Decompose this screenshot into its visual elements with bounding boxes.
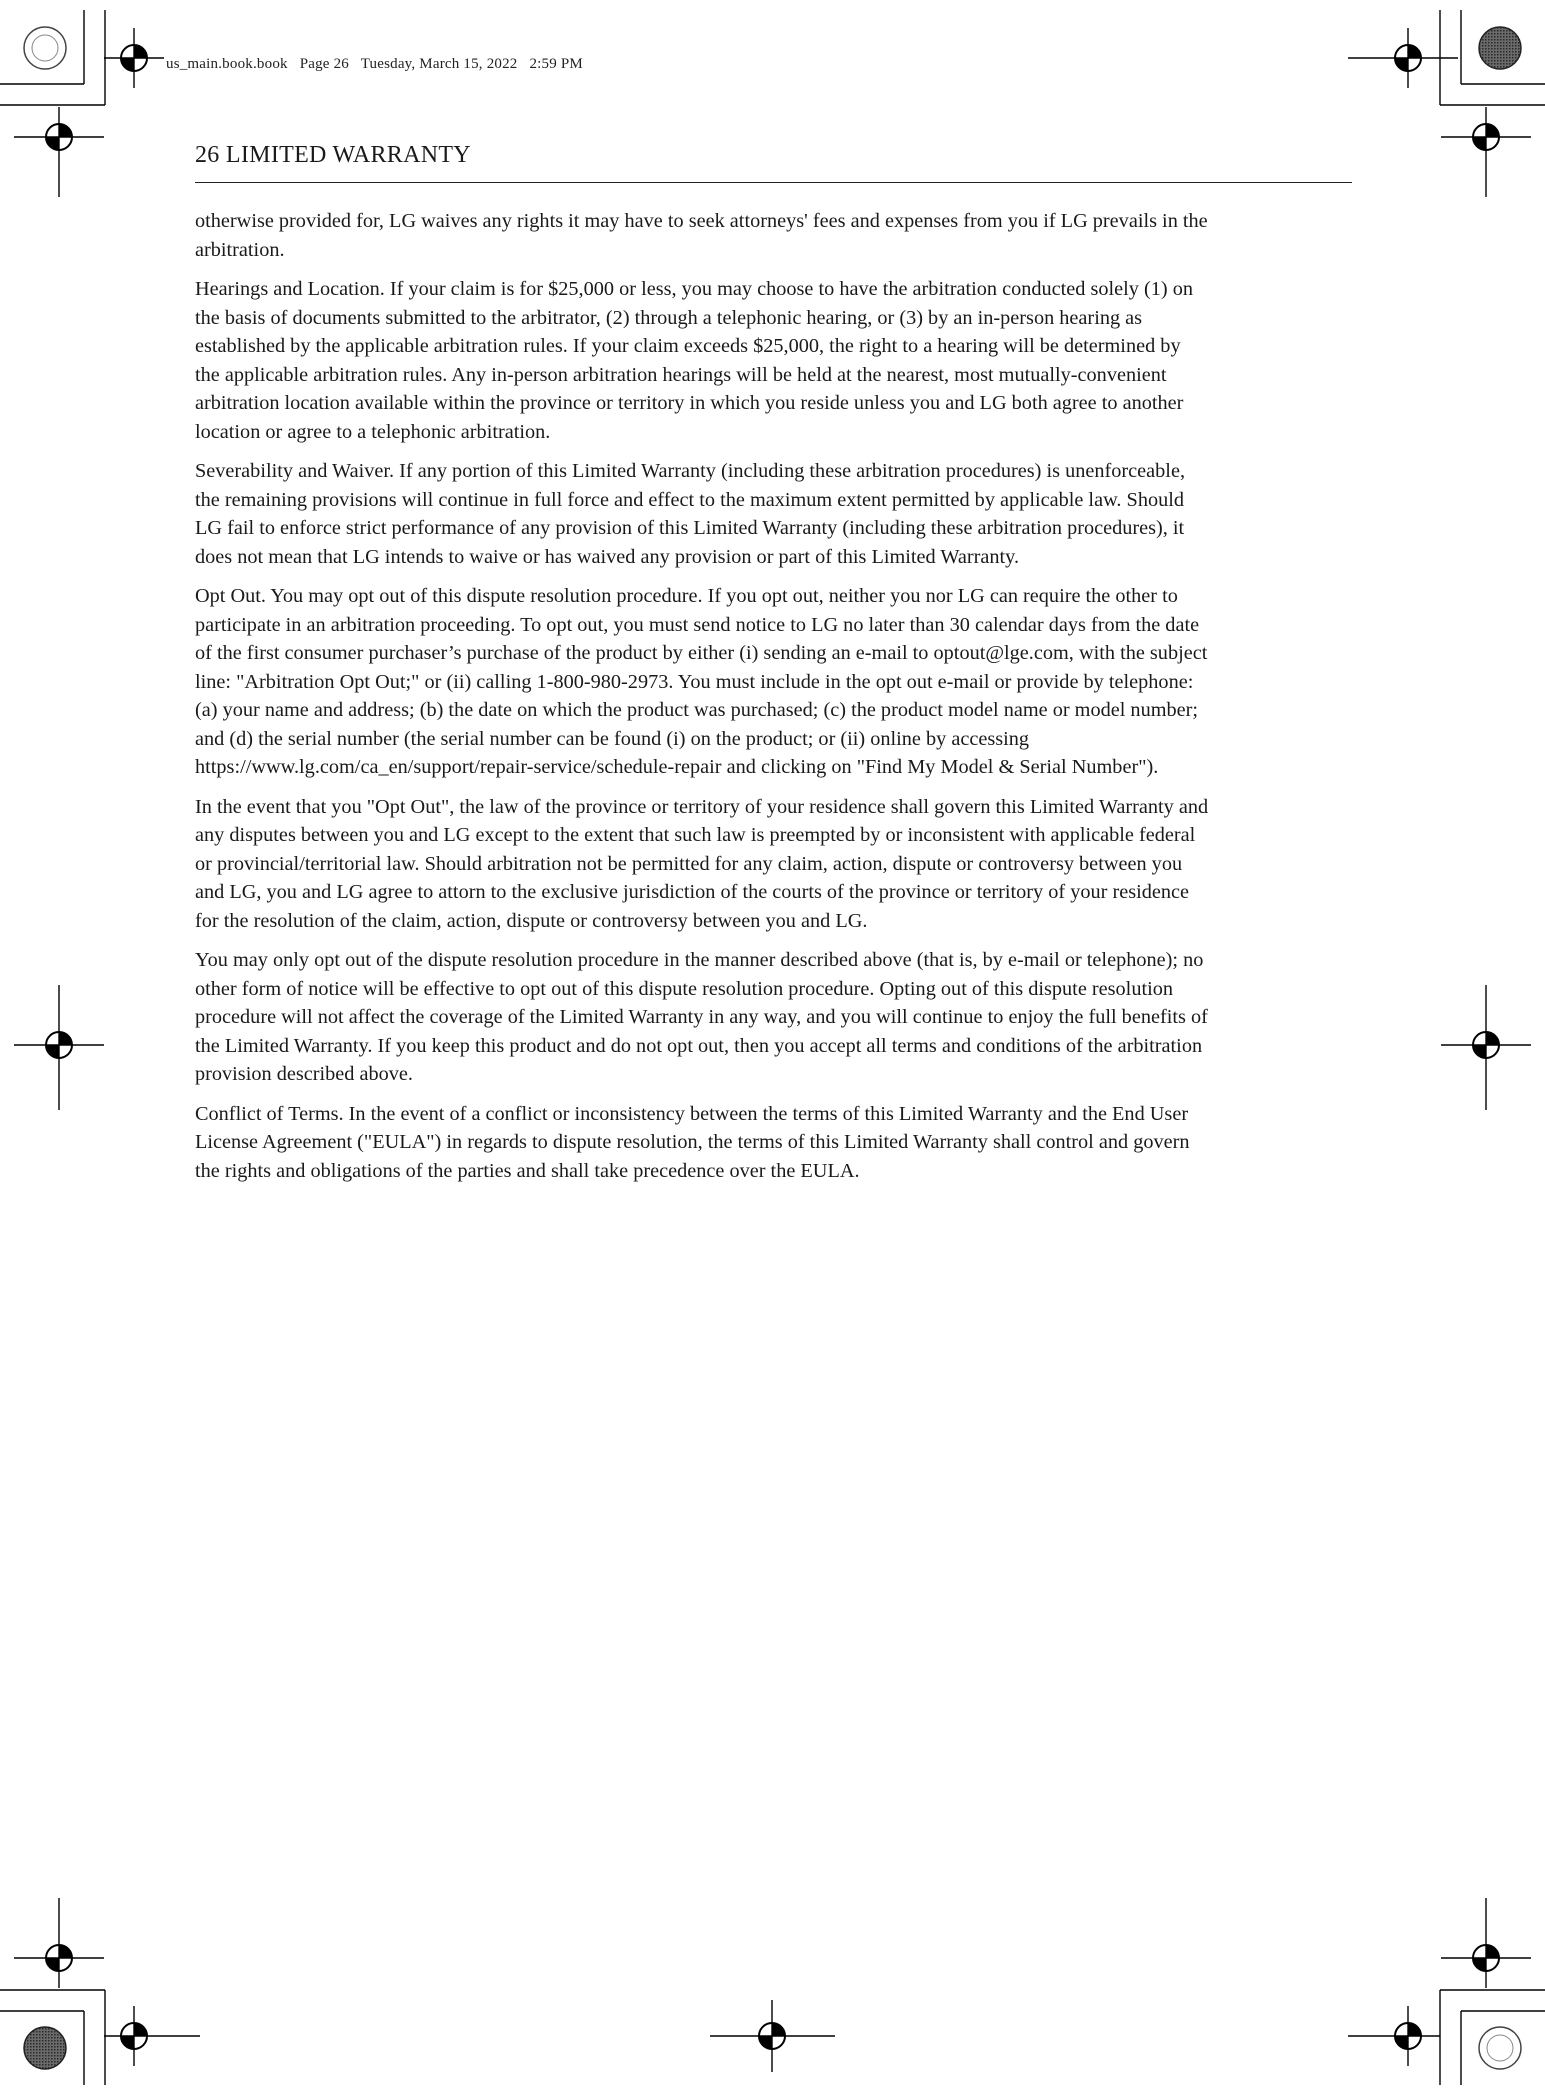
paragraph-opt-out: Opt Out. You may opt out of this dispute resolution procedure. If you opt out, neither you nor LG can require the other to participate in an arbitration proceeding. To opt out, you must send notice to LG no later than 30 calendar days from the date of the first consumer purchaser’s purchase of the product by either (i) sending an e-mail to optout@lge.com, with the subject line: "Arbitration Opt Out;" or (ii) calling 1-800-980-2973. You must include in the opt out e-mail or provide by telephone: (a) your name and address; (b) the date on which the product was purchased; (c) the product model name or model number; and (d) the serial number (the serial number can be found (i) on the product; or (ii) online by accessing https://www.lg.com/ca_en/support/repair-service/schedule-repair and clicking on "Find My Model & Serial Number"). <box>195 585 1208 778</box>
slug-date: Tuesday, March 15, 2022 <box>360 56 518 72</box>
paragraph-opt-out-manner: You may only opt out of the dispute resolution procedure in the manner described above (that is, by e-mail or telephone); no other form of notice will be effective to opt out of this dispute resolution procedure. Opting out of this dispute resolution procedure will not affect the coverage of the Limited Warranty in any way, and you will continue to enjoy the full benefits of the Limited Warranty. If you keep this product and do not opt out, then you accept all terms and conditions of the arbitration provision described above. <box>195 949 1208 1085</box>
paragraph-fees: otherwise provided for, LG waives any rights it may have to seek attorneys' fees and expenses from you if LG prevails in the arbitration. <box>195 210 1208 261</box>
section-title: LIMITED WARRANTY <box>225 142 471 168</box>
body-text <box>195 207 1210 1196</box>
page-header <box>195 142 471 169</box>
paragraph-hearings-and-location: Hearings and Location. If your claim is for $25,000 or less, you may choose to have the arbitration conducted solely (1) on the basis of documents submitted to the arbitrator, (2) through a telephonic hearing, or (3) by an in-person hearing as established by the applicable arbitration rules. If your claim exceeds $25,000, the right to a hearing will be determined by the applicable arbitration rules. Any in-person arbitration hearings will be held at the nearest, most mutually-convenient arbitration location available within the province or territory in which you reside unless you and LG both agree to another location or agree to a telephonic arbitration. <box>195 278 1194 443</box>
slug-page: Page 26 <box>299 56 349 72</box>
page-number: 26 <box>195 142 220 168</box>
paragraph-conflict-of-terms: Conflict of Terms. In the event of a conflict or inconsistency between the terms of this Limited Warranty and the End User License Agreement ("EULA") in regards to dispute resolution, the terms of this Limited Warranty shall control and govern the rights and obligations of the parties and shall take precedence over the EULA. <box>195 1102 1190 1182</box>
print-slug <box>166 56 591 73</box>
paragraph-severability-and-waiver: Severability and Waiver. If any portion of this Limited Warranty (including these arbitration procedures) is unenforceable, the remaining provisions will continue in full force and effect to the maximum extent permitted by applicable law. Should LG fail to enforce strict performance of any provision of this Limited Warranty (including these arbitration procedures), it does not mean that LG intends to waive or has waived any provision or part of this Limited Warranty. <box>195 460 1186 568</box>
header-rule <box>195 182 1352 183</box>
slug-file: us_main.book.book <box>166 56 288 72</box>
slug-time: 2:59 PM <box>529 56 583 72</box>
paragraph-opt-out-governing-law: In the event that you "Opt Out", the law of the province or territory of your residence shall govern this Limited Warranty and any disputes between you and LG except to the extent that such law is preempted by or inconsistent with applicable federal or provincial/territorial law. Should arbitration not be permitted for any claim, action, dispute or controversy between you and LG, you and LG agree to attorn to the exclusive jurisdiction of the courts of the province or territory of your residence for the resolution of the claim, action, dispute or controversy between you and LG. <box>195 795 1209 932</box>
